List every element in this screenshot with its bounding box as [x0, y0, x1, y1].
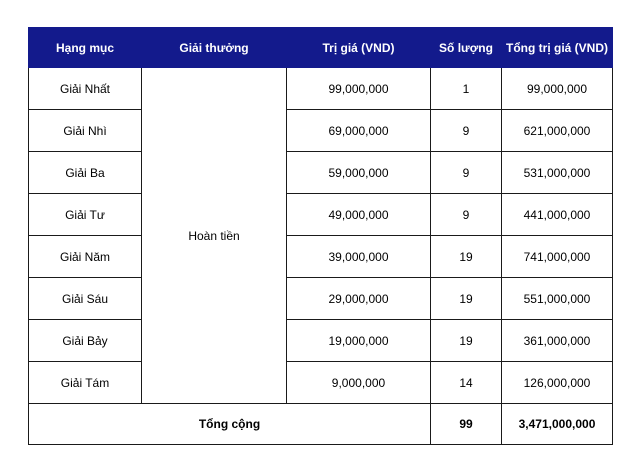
cell-quantity: 1	[431, 68, 502, 110]
cell-quantity: 9	[431, 152, 502, 194]
table-total-row	[29, 404, 613, 445]
total-label: Tổng cộng	[29, 404, 431, 445]
table-row	[29, 320, 613, 362]
total-quantity: 99	[431, 404, 502, 445]
cell-value: 69,000,000	[287, 110, 431, 152]
cell-quantity: 19	[431, 236, 502, 278]
table-row	[29, 68, 613, 110]
table-row	[29, 362, 613, 404]
prize-table	[28, 27, 613, 445]
cell-value: 59,000,000	[287, 152, 431, 194]
cell-category: Giải Bảy	[29, 320, 142, 362]
cell-value: 99,000,000	[287, 68, 431, 110]
table-row	[29, 236, 613, 278]
total-value: 3,471,000,000	[502, 404, 613, 445]
cell-total: 621,000,000	[502, 110, 613, 152]
table-header-row	[29, 28, 613, 68]
cell-value: 9,000,000	[287, 362, 431, 404]
cell-total: 531,000,000	[502, 152, 613, 194]
cell-category: Giải Sáu	[29, 278, 142, 320]
header-quantity: Số lượng	[431, 28, 502, 68]
cell-total: 361,000,000	[502, 320, 613, 362]
cell-category: Giải Năm	[29, 236, 142, 278]
table-row	[29, 110, 613, 152]
cell-category: Giải Tư	[29, 194, 142, 236]
cell-quantity: 19	[431, 320, 502, 362]
cell-category: Giải Ba	[29, 152, 142, 194]
cell-category: Giải Nhất	[29, 68, 142, 110]
header-category: Hạng mục	[29, 28, 142, 68]
table-row	[29, 152, 613, 194]
cell-quantity: 14	[431, 362, 502, 404]
cell-quantity: 19	[431, 278, 502, 320]
header-reward: Giải thưởng	[142, 28, 287, 68]
cell-category: Giải Nhì	[29, 110, 142, 152]
cell-value: 29,000,000	[287, 278, 431, 320]
cell-total: 551,000,000	[502, 278, 613, 320]
table-row	[29, 194, 613, 236]
header-total-value: Tổng trị giá (VND)	[502, 28, 613, 68]
cell-value: 19,000,000	[287, 320, 431, 362]
cell-total: 126,000,000	[502, 362, 613, 404]
cell-quantity: 9	[431, 194, 502, 236]
cell-total: 741,000,000	[502, 236, 613, 278]
cell-total: 99,000,000	[502, 68, 613, 110]
cell-category: Giải Tám	[29, 362, 142, 404]
header-value: Trị giá (VND)	[287, 28, 431, 68]
cell-quantity: 9	[431, 110, 502, 152]
cell-total: 441,000,000	[502, 194, 613, 236]
cell-value: 39,000,000	[287, 236, 431, 278]
cell-reward-type: Hoàn tiền	[142, 68, 287, 404]
cell-value: 49,000,000	[287, 194, 431, 236]
table-row	[29, 278, 613, 320]
